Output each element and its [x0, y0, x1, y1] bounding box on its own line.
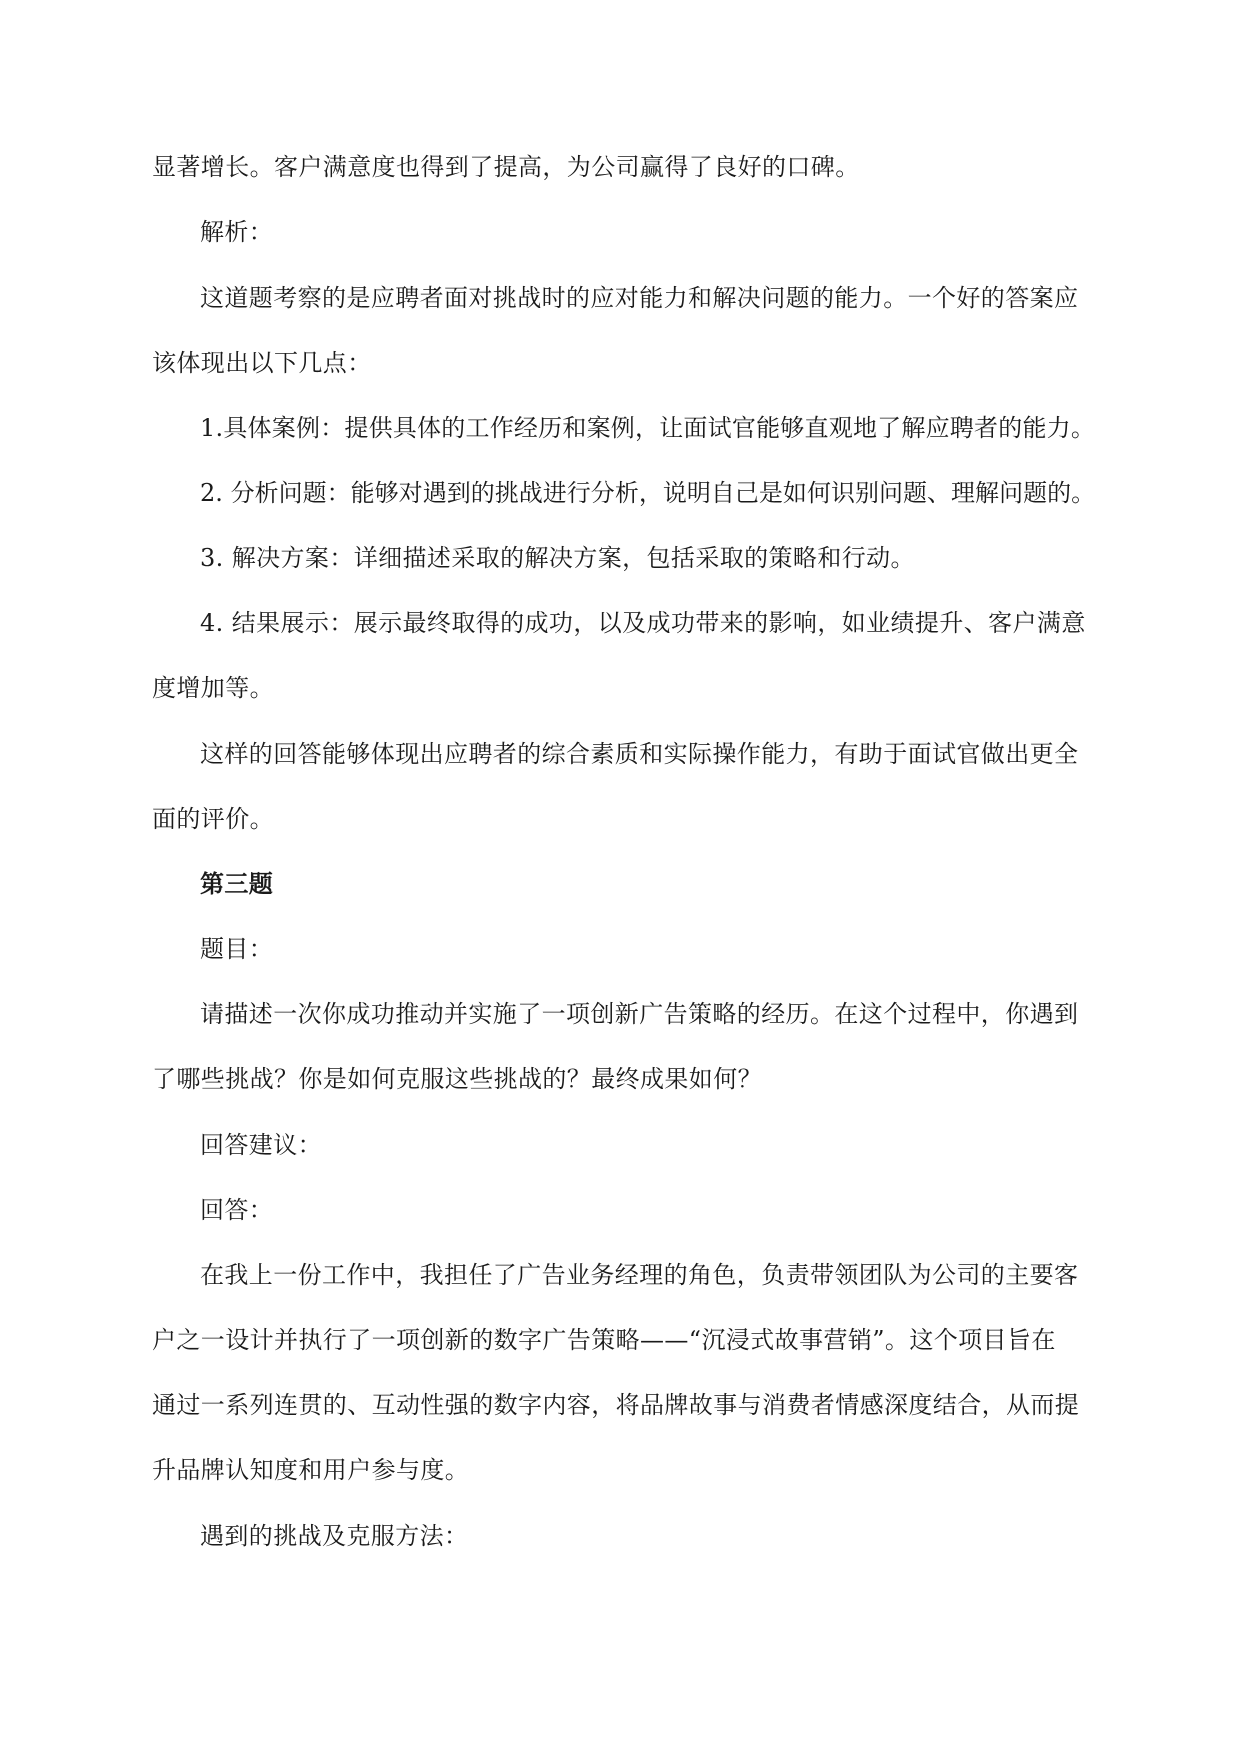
text-line: 度增加等。 — [152, 674, 274, 702]
text-line: 升品牌认知度和用户参与度。 — [152, 1456, 470, 1484]
text-line: 这样的回答能够体现出应聘者的综合素质和实际操作能力，有助于面试官做出更全 — [200, 740, 1079, 768]
section-label-question: 题目： — [200, 935, 274, 963]
text-line: 请描述一次你成功推动并实施了一项创新广告策略的经历。在这个过程中，你遇到 — [200, 1000, 1079, 1028]
list-item: 3. 解决方案：详细描述采取的解决方案，包括采取的策略和行动。 — [200, 544, 915, 572]
text-line: 该体现出以下几点： — [152, 349, 372, 377]
text-line: 通过一系列连贯的、互动性强的数字内容，将品牌故事与消费者情感深度结合，从而提 — [152, 1391, 1080, 1419]
text-line: 户之一设计并执行了一项创新的数字广告策略——“沉浸式故事营销”。这个项目旨在 — [152, 1326, 1056, 1354]
text-line: 这道题考察的是应聘者面对挑战时的应对能力和解决问题的能力。一个好的答案应 — [200, 284, 1079, 312]
question-heading: 第三题 — [200, 869, 274, 898]
section-label-analysis: 解析： — [200, 218, 274, 246]
text-line: 显著增长。客户满意度也得到了提高，为公司赢得了良好的口碑。 — [152, 153, 860, 181]
list-item: 1.具体案例：提供具体的工作经历和案例，让面试官能够直观地了解应聘者的能力。 — [200, 414, 1096, 442]
section-label-suggestion: 回答建议： — [200, 1131, 322, 1159]
section-label-challenges: 遇到的挑战及克服方法： — [200, 1522, 469, 1550]
section-label-answer: 回答： — [200, 1196, 274, 1224]
text-line: 面的评价。 — [152, 805, 274, 833]
list-item: 4. 结果展示：展示最终取得的成功，以及成功带来的影响，如业绩提升、客户满意 — [200, 609, 1086, 637]
text-line: 在我上一份工作中，我担任了广告业务经理的角色，负责带领团队为公司的主要客 — [200, 1261, 1079, 1289]
text-line: 了哪些挑战？你是如何克服这些挑战的？最终成果如何？ — [152, 1065, 762, 1093]
list-item: 2. 分析问题：能够对遇到的挑战进行分析，说明自己是如何识别问题、理解问题的。 — [200, 479, 1096, 507]
